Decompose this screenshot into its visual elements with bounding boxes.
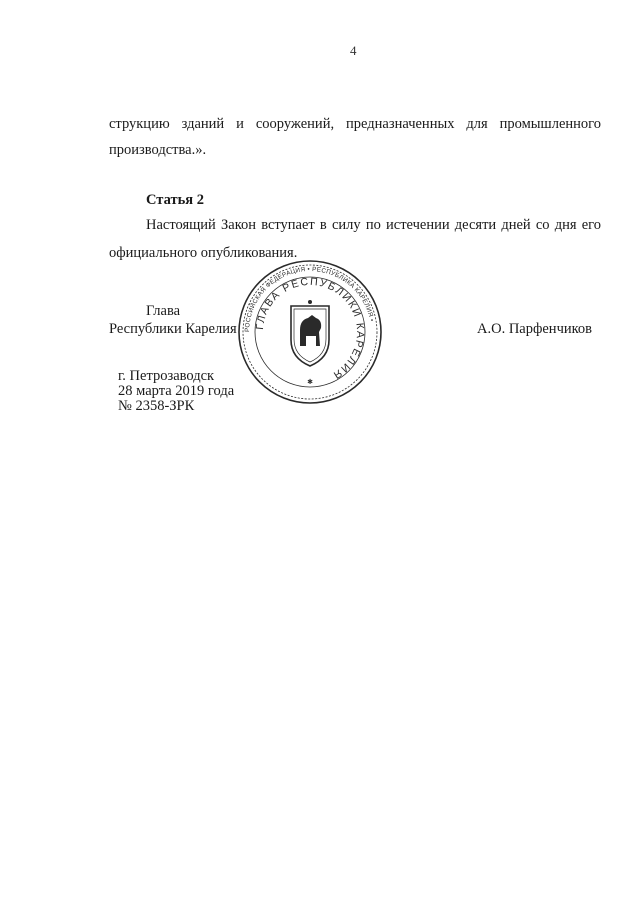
article-body-line-2: официального опубликования. xyxy=(109,245,298,261)
paragraph-continuation-line-2: производства.». xyxy=(109,142,207,158)
signatory-position-line-1: Глава xyxy=(146,303,181,319)
signatory-name: А.О. Парфенчиков xyxy=(477,321,593,337)
paragraph-continuation-line-1: струкцию зданий и сооружений, предназначенных для промышленного xyxy=(109,116,601,132)
signatory-position-line-2: Республики Карелия xyxy=(109,321,237,337)
article-body-line-1: Настоящий Закон вступает в силу по истечении десяти дней со дня его xyxy=(146,217,601,233)
document-city: г. Петрозаводск xyxy=(118,368,215,384)
seal-outer-text: РОССИЙСКАЯ ФЕДЕРАЦИЯ • РЕСПУБЛИКА КАРЕЛИЯ • xyxy=(243,265,376,333)
document-date: 28 марта 2019 года xyxy=(118,383,235,399)
official-seal xyxy=(236,258,384,406)
page-number: 4 xyxy=(350,43,357,58)
seal-star-icon: ✱ xyxy=(307,379,313,386)
coat-of-arms-icon xyxy=(291,300,329,366)
seal-inner-text: ГЛАВА РЕСПУБЛИКИ КАРЕЛИЯ xyxy=(253,275,367,382)
document-number: № 2358-ЗРК xyxy=(118,398,195,414)
article-title: Статья 2 xyxy=(146,192,204,208)
